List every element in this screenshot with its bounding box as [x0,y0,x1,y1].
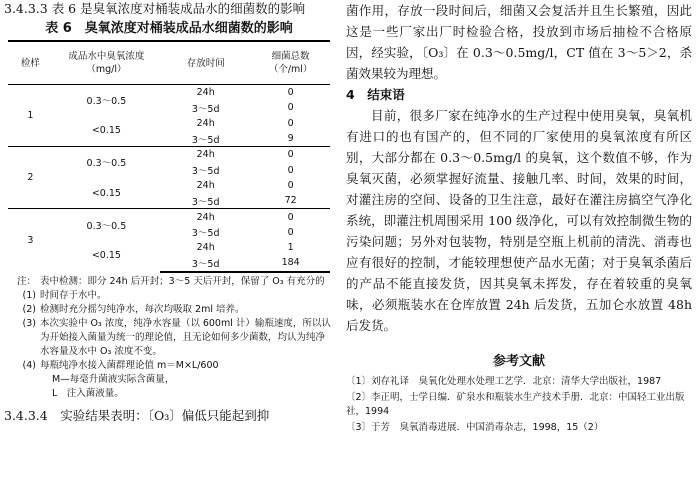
header-ozone-concentration: 成品水中臭氧浓度（mg/l） [53,41,160,85]
right-column [346,0,692,437]
reference-item: 〔3〕于芳 臭氧消毒进展．中国消毒杂志，1998，15（2） [346,422,604,433]
ozone-concentration-cell: <0.15 [91,250,121,262]
bacteria-count-cell: 184 [251,255,330,271]
bacteria-count-cell: 0 [287,226,294,238]
ozone-concentration-cell: <0.15 [91,187,121,199]
bacteria-count-cell: 0 [251,147,330,163]
bacteria-count-cell: 72 [284,195,297,207]
sample-id-cell: 3 [8,209,53,272]
table-note [6,303,334,317]
table-note [6,275,334,303]
storage-time-cell: 24h [196,242,215,254]
table-row [8,85,330,101]
header-sample: 检样 [8,41,53,85]
note-key [6,373,40,387]
storage-time-cell: 3～5d [191,228,220,240]
note-text: 检测时充分摇匀纯净水，每次均吸取 2ml 培养。 [40,303,245,315]
storage-time-cell: 24h [160,147,251,163]
table-row [8,178,330,193]
table-note [6,359,334,373]
ozone-concentration-cell: 0.3～0.5 [53,147,160,178]
header-storage-time: 存放时间 [160,41,251,85]
storage-time-cell: 3～5d [191,134,220,146]
table-notes [6,275,334,401]
storage-time-cell: 24h [196,117,215,129]
table-note [6,387,334,401]
storage-time-cell: 24h [196,179,215,191]
note-text: 每瓶纯净水接入菌群理论值 m＝M×L/600 [40,359,219,371]
ozone-concentration-cell: 0.3～0.5 [53,209,160,240]
ozone-concentration-cell: 0.3～0.5 [53,85,160,116]
sample-id-cell: 1 [8,85,53,147]
note-key: (3) [22,317,36,329]
left-column [4,0,334,425]
section-heading-3-4-3-3: 3.4.3.3 表 6 是臭氧浓度对桶装成品水的细菌数的影响 [4,1,306,16]
table-row [8,116,330,131]
reference-item: 〔1〕刘存礼译 臭氧化处理水处理工艺学．北京：清华大学出版社，1987 [346,376,662,387]
note-text: 本次实验中 O₃ 浓度，纯净水容量（以 600ml 计）输瓶速度，所以认为开始接入菌量为统一的理论值，且无论如何多少菌数，均认为纯净水容量及水中 O₃ 浓度不变。 [40,317,331,357]
note-text: M—每毫升菌液实际含菌量， [52,373,175,385]
bacteria-count-cell: 0 [287,117,294,129]
bacteria-count-cell: 9 [287,133,294,145]
paragraph-conclusion: 目前，很多厂家在纯净水的生产过程中使用臭氧，臭氧机有进口的也有国产的，但不同的厂家使用的臭氧浓度有所区别，大部分都在 0.3～0.5mg/l 的臭氧，这个数值不够，作为臭氧灭菌，必须掌握好流量、接触几率、时间，效果的时间，对灌注房的空间、设备的卫生注意，最好在灌注房搞空气净化系统，即灌注机周围采用 100 级净化，可以有效控制微生物的污染问题；另外对包装物，特别是空瓶上机前的清洗、消毒也应有很好的控制，才能较理想使产品水无菌；对于臭氧杀菌后的产品不能直接发货，因其臭氧未挥发，存在着较重的臭氧味，必须瓶装水在仓库放置 24h 后发货，五加仑水放置 48h 后发货。 [346,108,692,333]
storage-time-cell: 24h [160,209,251,225]
note-key: 注：(1) [16,275,36,301]
storage-time-cell: 3～5d [191,103,220,115]
bacteria-count-cell: 0 [251,209,330,225]
bacteria-count-cell: 0 [287,179,294,191]
table-row [8,209,330,225]
table-header-row [8,41,330,85]
storage-time-cell: 3～5d [160,255,251,271]
section-3-4-3-4-start: 3.4.3.4 实验结果表明：〔O₃〕偏低只能起到抑 [4,407,270,423]
bacteria-count-cell: 0 [287,102,294,114]
note-text: L 注入菌液量。 [52,387,124,399]
note-text: 表中检测：即分 24h 后开封；3～5 天后开封，保留了 O₃ 有充分的时间存于水中。 [40,275,325,301]
bacteria-count-cell: 0 [251,85,330,101]
note-key: (4) [22,359,36,371]
storage-time-cell: 24h [160,85,251,101]
reference-item: 〔2〕李正明，士学日编．矿泉水和瓶装水生产技术手册．北京：中国轻工业出版社，1994 [346,392,685,417]
table-body [8,85,330,272]
bacteria-count-cell: 0 [287,164,294,176]
table-note [6,317,334,359]
table-row [8,240,330,255]
note-key: (2) [22,303,36,315]
references-heading: 参考文献 [492,354,545,369]
ozone-concentration-cell: <0.15 [91,125,121,137]
table-caption: 表 6 臭氧浓度对桶装成品水细菌数的影响 [45,21,293,36]
bacteria-count-cell: 1 [287,242,294,254]
table-row [8,147,330,163]
references-list [346,375,692,435]
storage-time-cell: 3～5d [191,196,220,208]
table-note [6,373,334,387]
storage-time-cell: 3～5d [191,166,220,178]
note-key [6,387,40,401]
sample-id-cell: 2 [8,147,53,209]
header-bacteria-count: 细菌总数（个/ml） [251,41,330,85]
section-heading-conclusion: 4 结束语 [346,87,405,102]
paragraph-continuation: 菌作用，存放一段时间后，细菌又会复活并且生长繁殖，因此这是一些厂家出厂时检验合格，投放到市场后抽检不合格原因，经实验，〔O₃〕在 0.3～0.5mg/l，CT 值在 3～5＞2，杀菌效果较为理想。 [346,3,692,81]
ozone-bacteria-table [8,40,330,273]
